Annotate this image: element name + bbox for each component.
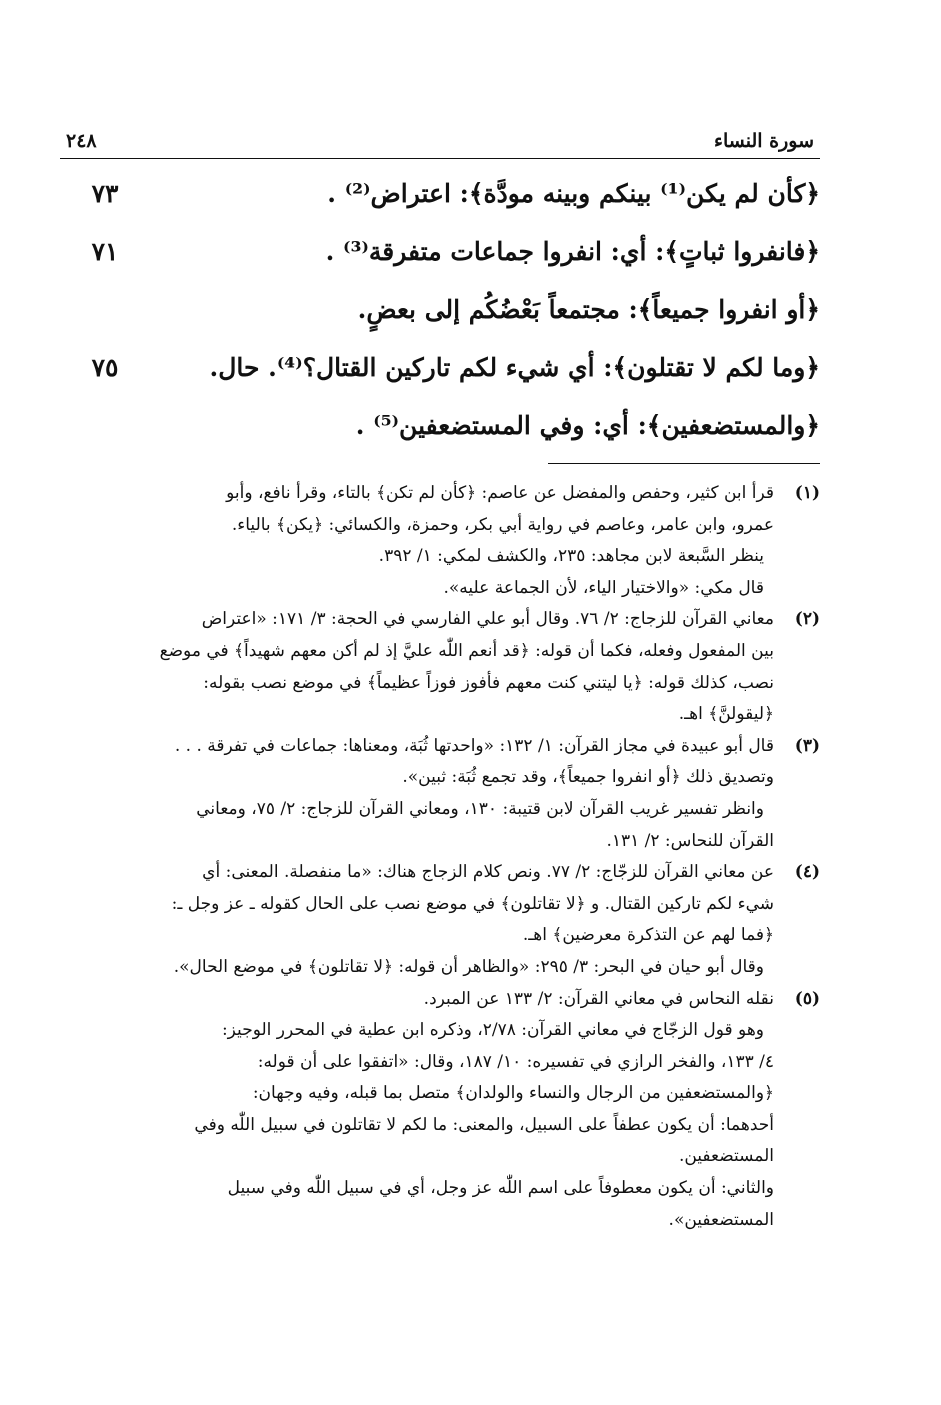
footnote-line: شيء لكم تاركين القتال. و ﴿لا تقاتلون﴾ في موضع نصب على الحال كقوله ـ عز وجل ـ: [171, 893, 774, 914]
verse-row [60, 165, 820, 223]
footnote [60, 857, 820, 983]
book-page [60, 130, 820, 1236]
verse-text: ﴿وما لكم لا تقتلون﴾: أي شيء لكم تاركين القتال؟⁽⁴⁾. حال. [209, 353, 820, 382]
verse-list [60, 165, 820, 455]
footnote-marker: (٤) [794, 862, 820, 883]
verse-row [60, 223, 820, 281]
footnote-body [60, 604, 774, 730]
footnotes [60, 478, 820, 1236]
footnote [60, 478, 820, 604]
footnote [60, 984, 820, 1237]
footnote-marker: (١) [794, 483, 820, 503]
footnote-line: قال مكي: «والاختيار الياء، لأن الجماعة عليه». [443, 577, 764, 598]
footnote-line: عمرو، وابن عامر، وعاصم في رواية أبي بكر، وحمزة، والكسائي: ﴿يكن﴾ بالياء. [231, 514, 774, 535]
footnote-line: ٤/ ١٣٣، والفخر الرازي في تفسيره: ١٠/ ١٨٧، وقال: «اتفقوا على أن قوله: [257, 1051, 774, 1072]
footnote-line: عن معاني القرآن للزجّاج: ٢/ ٧٧. ونص كلام الزجاج هناك: «ما منفصلة. المعنى: أي [202, 862, 774, 883]
verse-text: ﴿كأن لم يكن⁽¹⁾ بينكم وبينه مودَّة﴾: اعتراض⁽²⁾ . [327, 179, 820, 208]
footnote-line: قرأ ابن كثير، وحفص والمفضل عن عاصم: ﴿كأن لم تكن﴾ بالتاء، وقرأ نافع، وأبو [226, 483, 774, 503]
footnote-body [60, 857, 774, 983]
footnote-line: نصب، كذلك قوله: ﴿يا ليتني كنت معهم فأفوز فوزاً عظيماً﴾ في موضع نصب بقوله: [203, 672, 774, 693]
page-number: ٢٤٨ [66, 130, 97, 152]
footnote-marker: (٢) [794, 609, 820, 630]
footnote-line: معاني القرآن للزجاج: ٢/ ٧٦. وقال أبو علي الفارسي في الحجة: ٣/ ١٧١: «اعتراض [201, 609, 774, 630]
footnote-line: القرآن للنحاس: ٢/ ١٣١. [606, 830, 774, 851]
footnote-line: ﴿والمستضعفين من الرجال والنساء والولدان﴾ متصل بما قبله، وفيه وجهان: [252, 1083, 774, 1104]
footnote-line: قال أبو عبيدة في مجاز القرآن: ١/ ١٣٢: «واحدتها ثُبَة، ومعناها: جماعات في تفرقة . . . [174, 735, 774, 756]
footnote-line: وانظر تفسير غريب القرآن لابن قتيبة: ١٣٠، ومعاني القرآن للزجاج: ٢/ ٧٥، ومعاني [196, 798, 764, 819]
footnote-line: بين المفعول وفعله، فكما أن قوله: ﴿قد أنعم اللّٰه عليَّ إذ لم أكن معهم شهيداً﴾ في موضع [159, 640, 774, 661]
footnote-line: المستضعفين. [678, 1146, 774, 1167]
footnote-line: نقله النحاس في معاني القرآن: ٢/ ١٣٣ عن المبرد. [423, 988, 774, 1009]
verse-text: ﴿أو انفروا جميعاً﴾: مجتمعاً بَعْضُكُم إلى بعضٍ. [357, 295, 820, 324]
footnote-body [60, 731, 774, 857]
footnote [60, 731, 820, 857]
header-rule [60, 158, 820, 159]
footnote-line: وقال أبو حيان في البحر: ٣/ ٢٩٥: «والظاهر أن قوله: ﴿لا تقاتلون﴾ في موضع الحال». [173, 956, 764, 977]
footnote-line: ينظر السَّبعة لابن مجاهد: ٢٣٥، والكشف لمكي: ١/ ٣٩٢. [378, 546, 764, 567]
page-header [60, 130, 820, 158]
footnote-marker: (٥) [794, 988, 820, 1009]
footnote [60, 604, 820, 730]
verse-number: ٧٥ [91, 353, 119, 382]
verse-row [60, 339, 820, 397]
verse-text: ﴿والمستضعفين﴾: أي: وفي المستضعفين⁽⁵⁾ . [355, 411, 820, 440]
footnote-line: وهو قول الزجّاج في معاني القرآن: ٢/٧٨، وذكره ابن عطية في المحرر الوجيز: [221, 1020, 764, 1041]
footnote-line: المستضعفين». [668, 1209, 774, 1230]
verse-number: ٧١ [91, 237, 119, 266]
footnote-line: ﴿ليقولنَّ﴾ اهـ. [678, 704, 774, 725]
footnote-line: ﴿فما لهم عن التذكرة معرضين﴾ اهـ. [522, 925, 774, 946]
footnote-marker: (٣) [794, 735, 820, 756]
footnote-rule [548, 463, 820, 464]
surah-title: سورة النساء [714, 130, 814, 152]
footnote-line: والثاني: أن يكون معطوفاً على اسم اللّٰه عز وجل، أي في سبيل اللّٰه وفي سبيل [227, 1178, 774, 1199]
footnote-line: أحدهما: أن يكون عطفاً على السبيل، والمعنى: ما لكم لا تقاتلون في سبيل اللّٰه وفي [194, 1114, 774, 1135]
footnote-body [60, 478, 774, 604]
verse-text: ﴿فانفروا ثباتٍ﴾: أي: انفروا جماعات متفرقة⁽³⁾ . [325, 237, 820, 266]
verse-number: ٧٣ [91, 179, 119, 208]
verse-row [60, 397, 820, 455]
footnote-body [60, 984, 774, 1237]
verse-row [60, 281, 820, 339]
footnote-line: وتصديق ذلك ﴿أو انفروا جميعاً﴾، وقد تجمع ثُبَة: ثبين». [402, 767, 774, 788]
